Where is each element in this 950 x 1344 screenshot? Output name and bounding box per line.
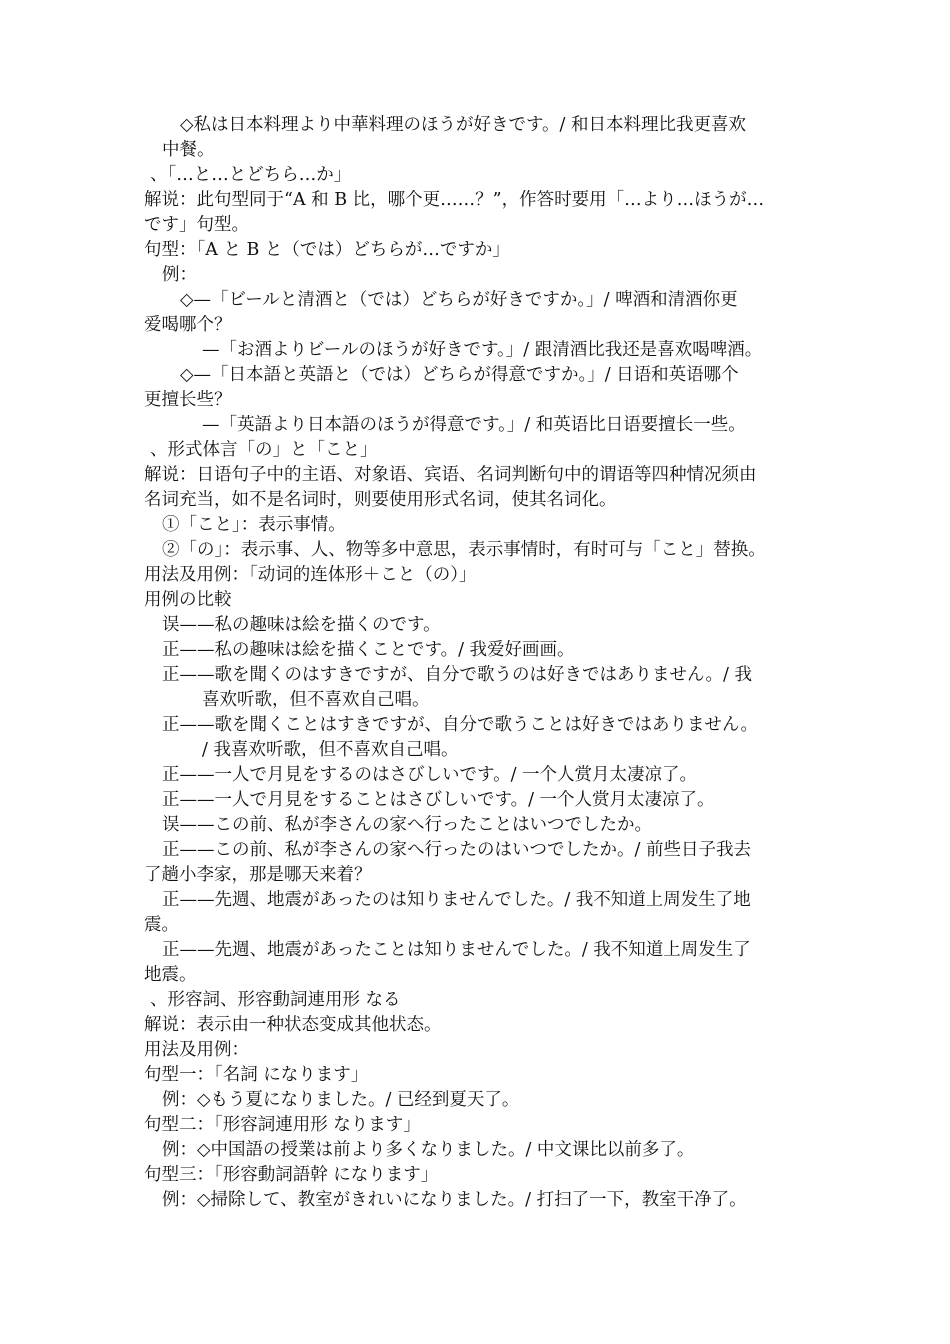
text-line: 例：◇もう夏になりました。/ 已经到夏天了。 (162, 1090, 520, 1110)
text-line: 解说：表示由一种状态变成其他状态。 (144, 1015, 442, 1035)
text-line: 正——私の趣味は絵を描くことです。/ 我爱好画画。 (162, 640, 575, 660)
text-line: 例：◇掃除して、教室がきれいになりました。/ 打扫了一下，教室干净了。 (162, 1190, 747, 1210)
text-line: 用法及用例：「动词的连体形＋こと（の）」 (144, 565, 477, 585)
text-line: 例：◇中国語の授業は前より多くなりました。/ 中文课比以前多了。 (162, 1140, 695, 1160)
text-line: ◇私は日本料理より中華料理のほうが好きです。/ 和日本料理比我更喜欢 (180, 115, 747, 135)
text-line: —「英語より日本語のほうが得意です。」/ 和英语比日语要擅长一些。 (202, 415, 746, 435)
text-line: 地震。 (144, 965, 197, 985)
text-line: 用例の比較 (144, 590, 232, 610)
text-line: 正——この前、私が李さんの家へ行ったのはいつでしたか。/ 前些日子我去 (162, 840, 751, 860)
section-heading: 、形式体言「の」と「こと」 (150, 440, 378, 460)
section-heading: 、「…と…とどちら…か」 (150, 165, 352, 185)
text-line: 解说：日语句子中的主语、对象语、宾语、名词判断句中的谓语等四种情况须由 (144, 465, 757, 485)
section-heading: 、形容詞、形容動詞連用形 なる (150, 990, 401, 1010)
text-line: 句型：「A と B と（では）どちらが…ですか」 (144, 240, 510, 260)
text-line: です」句型。 (144, 215, 249, 235)
text-line: 中餐。 (162, 140, 215, 160)
text-line: ◇—「日本語と英語と（では）どちらが得意ですか。」/ 日语和英语哪个 (180, 365, 739, 385)
text-line: ①「こと」：表示事情。 (162, 515, 346, 535)
text-line: 正——歌を聞くことはすきですが、自分で歌うことは好きではありません。 (162, 715, 759, 735)
text-line: 误——この前、私が李さんの家へ行ったことはいつでしたか。 (162, 815, 652, 835)
text-line: 句型二：「形容詞連用形 なります」 (144, 1115, 421, 1135)
text-line: 名词充当，如不是名词时，则要使用形式名词，使其名词化。 (144, 490, 617, 510)
text-line: 正——一人で月見をするのはさびしいです。/ 一个人赏月太凄凉了。 (162, 765, 698, 785)
text-line: 用法及用例： (144, 1040, 249, 1060)
text-line: 正——先週、地震があったことは知りませんでした。/ 我不知道上周发生了 (162, 940, 751, 960)
text-line: / 我喜欢听歌，但不喜欢自己唱。 (202, 740, 459, 760)
text-line: 正——一人で月見をすることはさびしいです。/ 一个人赏月太凄凉了。 (162, 790, 715, 810)
text-line: 喜欢听歌，但不喜欢自己唱。 (202, 690, 430, 710)
text-line: ◇—「ビールと清酒と（では）どちらが好きですか。」/ 啤酒和清酒你更 (180, 290, 738, 310)
text-line: 震。 (144, 915, 179, 935)
text-line: 爱喝哪个？ (144, 315, 232, 335)
text-line: 了趟小李家，那是哪天来着？ (144, 865, 372, 885)
text-line: 正——先週、地震があったのは知りませんでした。/ 我不知道上周发生了地 (162, 890, 751, 910)
text-line: —「お酒よりビールのほうが好きです。」/ 跟清酒比我还是喜欢喝啤酒。 (202, 340, 763, 360)
text-line: 例： (162, 265, 197, 285)
text-line: ②「の」：表示事、人、物等多中意思，表示事情时，有时可与「こと」替换。 (162, 540, 766, 560)
text-line: 正——歌を聞くのはすきですが、自分で歌うのは好きではありません。/ 我 (162, 665, 753, 685)
text-line: 更擅长些？ (144, 390, 232, 410)
text-line: 句型三：「形容動詞語幹 になります」 (144, 1165, 439, 1185)
text-line: 句型一：「名詞 になります」 (144, 1065, 369, 1085)
text-line: 误——私の趣味は絵を描くのです。 (162, 615, 441, 635)
text-line: 解说：此句型同于“A 和 B 比，哪个更……？”，作答时要用「…より…ほうが… (144, 190, 765, 210)
